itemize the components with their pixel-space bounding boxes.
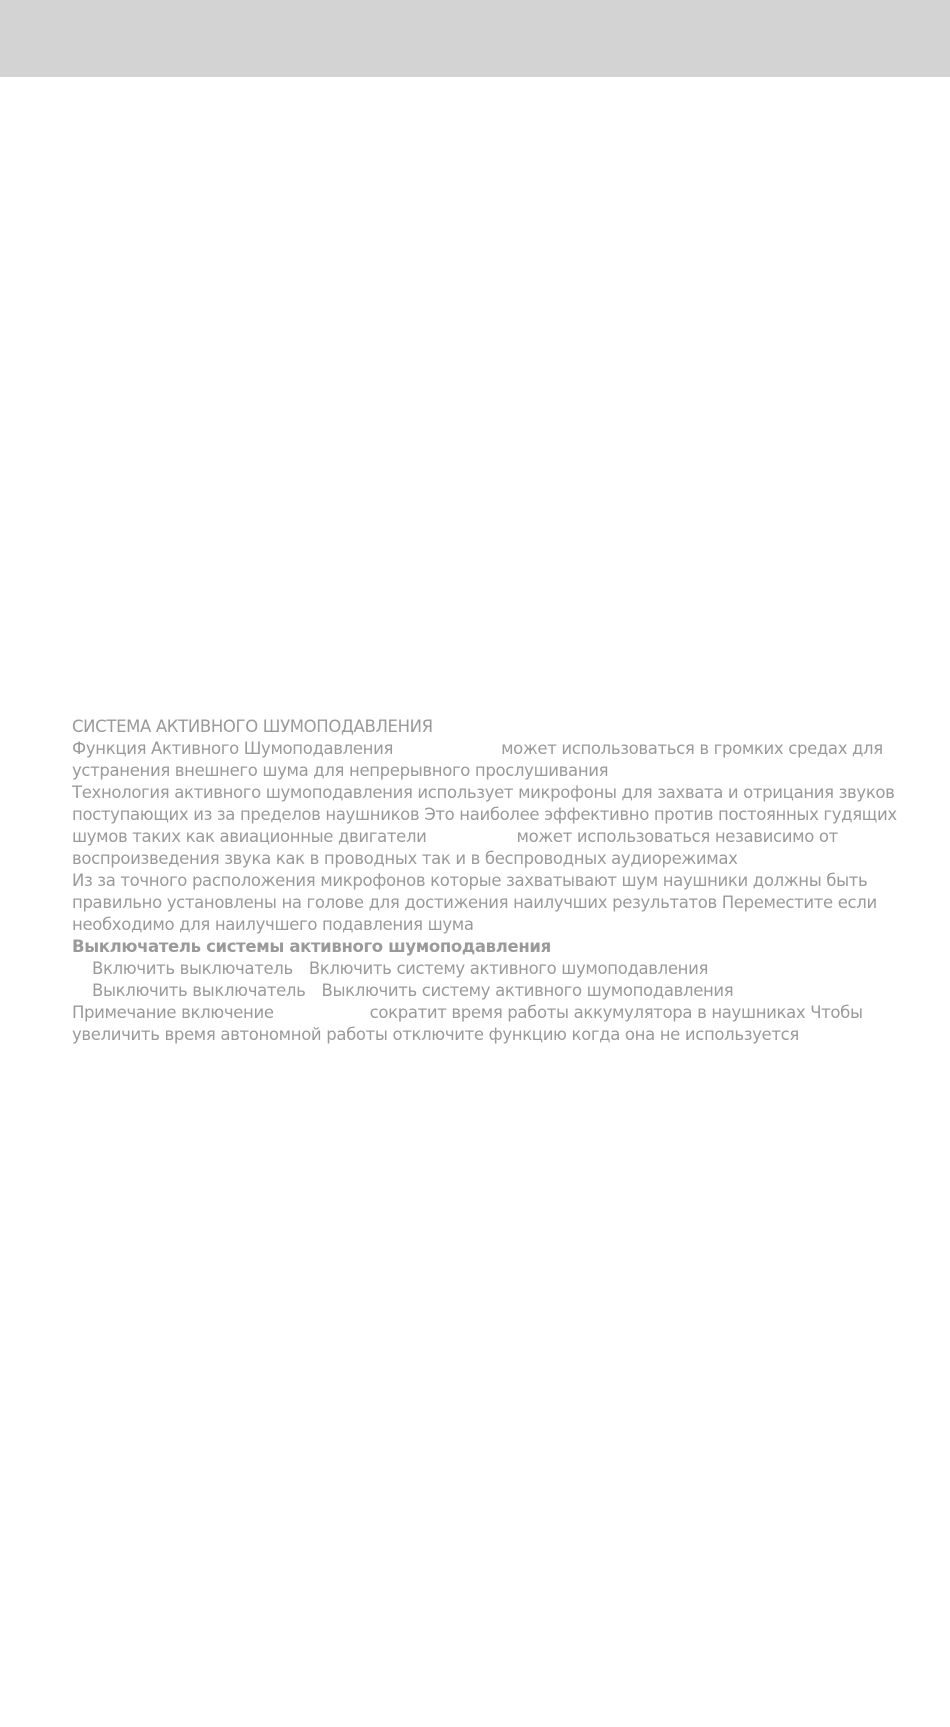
switch-item-on [72, 958, 872, 980]
switch-item-label: Включить выключатель [92, 959, 293, 978]
text-segment: Примечание включение [72, 1003, 274, 1022]
switch-heading: Выключатель системы активного шумоподавления [72, 937, 551, 956]
top-bar [0, 0, 950, 77]
note-line-1 [72, 1002, 872, 1024]
paragraph-2-line-4: воспроизведения звука как в проводных так и в беспроводных аудиорежимах [72, 849, 738, 868]
document-body [72, 716, 897, 1046]
paragraph-3-line-1: Из за точного расположения микрофонов которые захватывают шум наушники должны быть [72, 871, 868, 890]
text-segment: сократит время работы аккумулятора в наушниках Чтобы [369, 1003, 863, 1022]
text-segment: может использоваться независимо от [516, 827, 838, 846]
switch-item-off [72, 980, 872, 1002]
text-segment: может использоваться в громких средах для [501, 739, 883, 758]
switch-item-action: Выключить систему активного шумоподавления [321, 981, 734, 1000]
text-segment: шумов таких как авиационные двигатели [72, 827, 427, 846]
note-line-2: увеличить время автономной работы отключите функцию когда она не используется [72, 1025, 799, 1044]
paragraph-1-line-2: устранения внешнего шума для непрерывного прослушивания [72, 761, 609, 780]
paragraph-1-line-1 [72, 738, 883, 760]
paragraph-2-line-2: поступающих из за пределов наушников Это наиболее эффективно против постоянных гудящих [72, 805, 897, 824]
paragraph-2-line-3 [72, 826, 872, 848]
text-segment: Функция Активного Шумоподавления [72, 739, 394, 758]
paragraph-2-line-1: Технология активного шумоподавления использует микрофоны для захвата и отрицания звуков [72, 783, 895, 802]
switch-item-action: Включить систему активного шумоподавления [308, 959, 709, 978]
paragraph-3-line-2: правильно установлены на голове для достижения наилучших результатов Переместите если [72, 893, 877, 912]
switch-item-label: Выключить выключатель [92, 981, 306, 1000]
section-title: СИСТЕМА АКТИВНОГО ШУМОПОДАВЛЕНИЯ [72, 717, 433, 736]
paragraph-3-line-3: необходимо для наилучшего подавления шума [72, 915, 474, 934]
